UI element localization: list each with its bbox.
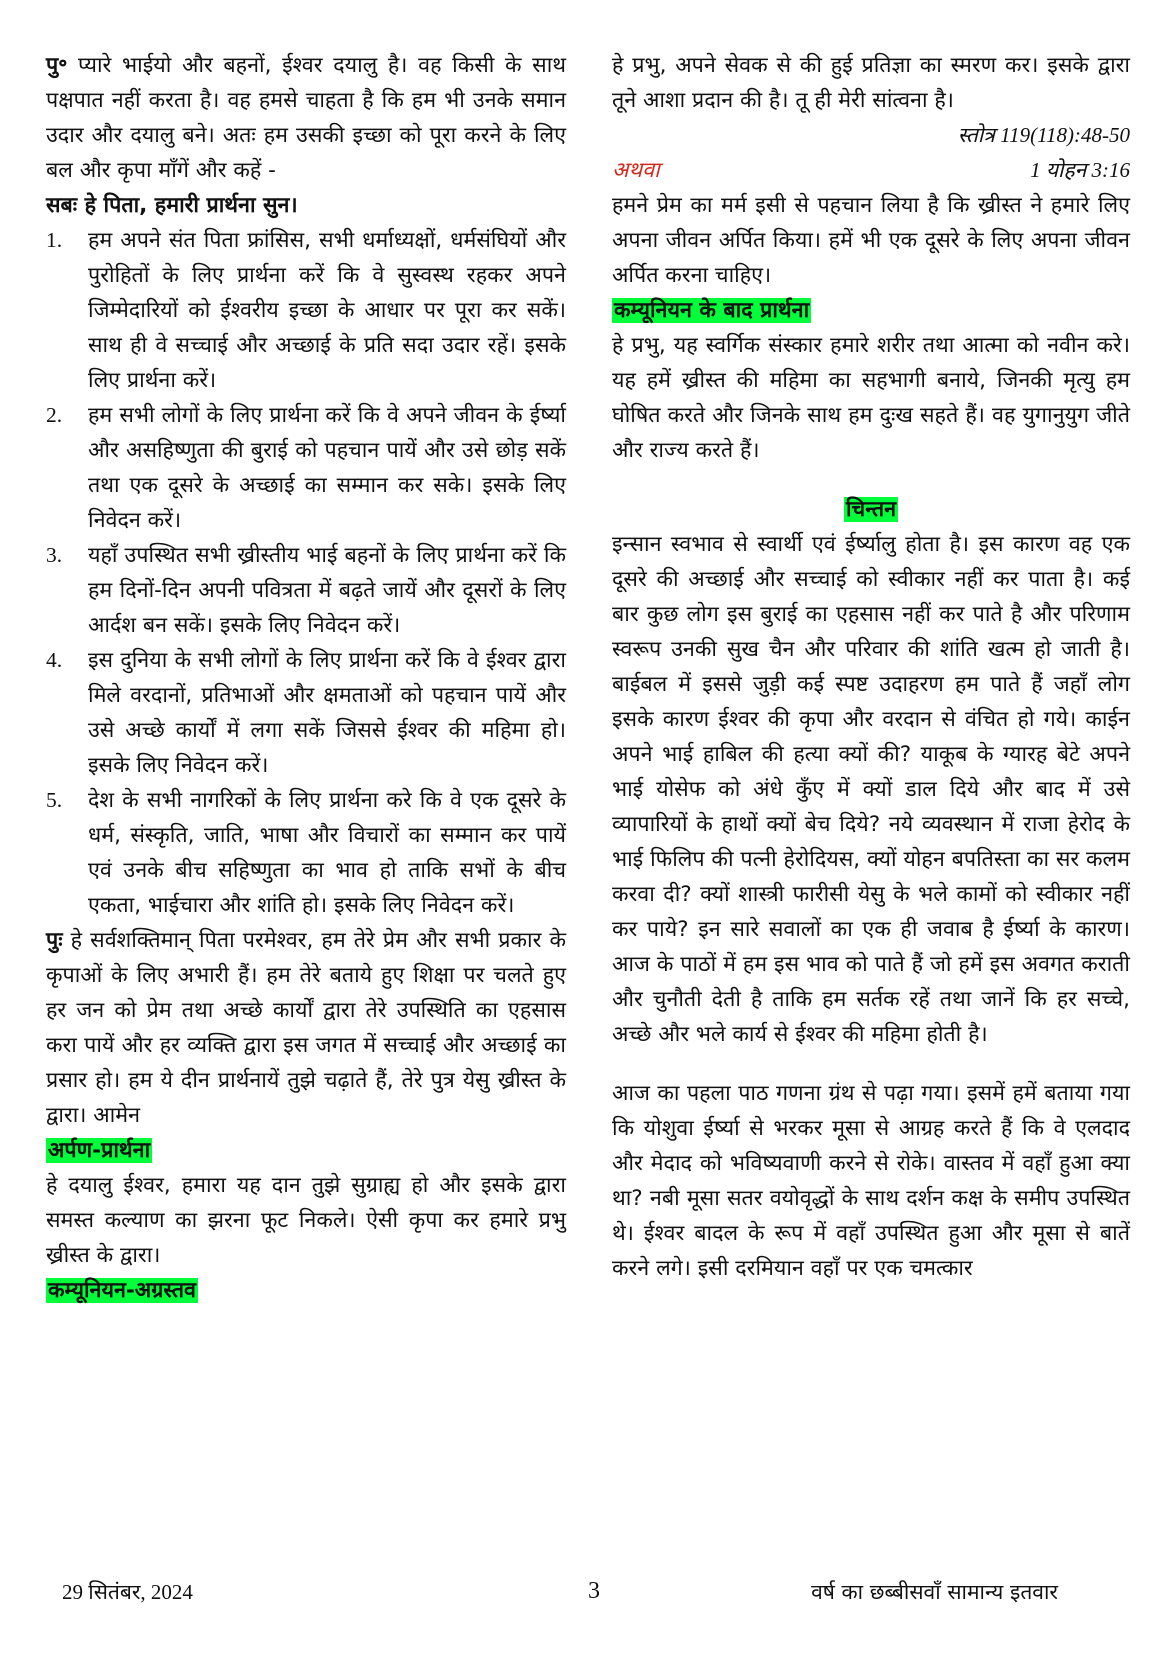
footer-sunday-title: वर्ष का छब्बीसवाँ सामान्य इतवार	[811, 1580, 1058, 1604]
intro-paragraph	[46, 48, 566, 188]
or-label: अथवा	[612, 158, 660, 183]
intro-text: प्यारे भाईयो और बहनों, ईश्वर दयालु है। वह किसी के साथ पक्षपात नहीं करता है। वह हमसे चाहता है कि हम भी उनके समान उदार और दयालु बने। अतः हम उसकी इच्छा को पूरा करने के लिए बल और कृपा माँगें और कहें -	[46, 53, 567, 183]
alternative-reference: 1 योहन 3:16	[1030, 158, 1130, 182]
prayer-list	[46, 223, 566, 923]
prayer-number: 3.	[46, 543, 63, 567]
antiphon-reference: स्तोत्र 119(118):48-50	[957, 123, 1130, 147]
antiphon-text	[612, 48, 1130, 118]
prayer-text: देश के सभी नागरिकों के लिए प्रार्थना करे कि वे एक दूसरे के धर्म, संस्कृति, जाति, भाषा और विचारों का सम्मान कर पायें एवं उनके बीच सहिष्णुता का भाव हो ताकि सभों के बीच एकता, भाईचारा और शांति हो। इसके लिए निवेदन करें।	[88, 788, 566, 918]
prayer-item	[46, 538, 566, 643]
prayer-text: यहाँ उपस्थित सभी ख्रीस्तीय भाई बहनों के लिए प्रार्थना करें कि हम दिनों-दिन अपनी पवित्रता में बढ़ते जायें और दूसरों के लिए आर्दश बन सकें। इसके लिए निवेदन करें।	[88, 543, 566, 638]
communion-antiphon-heading: कम्यूनियन-अग्रस्तव	[48, 1278, 196, 1303]
prayer-item	[46, 643, 566, 783]
reflection-paragraph-2: आज का पहला पाठ गणना ग्रंथ से पढ़ा गया। इसमें हमें बताया गया कि योशुवा ईर्ष्या से भरकर मूसा से आग्रह करते हैं कि वे एलदाद और मेदाद को भविष्यवाणी करने से रोके। वास्तव में वहाँ हुआ क्या था? नबी मूसा सतर वयोवृद्धों के साथ दर्शन कक्ष के समीप उपस्थित थे। ईश्वर बादल के रूप में वहाँ उपस्थित हुआ और मूसा से बातें करने लगे। इसी दरमियान वहाँ पर एक चमत्कार	[612, 1081, 1130, 1281]
antiphon-body: हे प्रभु, अपने सेवक से की हुई प्रतिज्ञा का स्मरण कर। इसके द्वारा तूने आशा प्रदान की है। तू ही मेरी सांत्वना है।	[612, 53, 1130, 113]
offering-heading: अर्पण-प्रार्थना	[48, 1138, 151, 1163]
reflection-heading: चिन्तन	[845, 497, 897, 522]
prayer-number: 1.	[46, 228, 63, 252]
priest-label: पु॰	[46, 53, 68, 78]
prayer-text: हम सभी लोगों के लिए प्रार्थना करें कि वे अपने जीवन के ईर्ष्या और असहिष्णुता की बुराई को पहचान पायें और उसे छोड़ सकें तथा एक दूसरे के अच्छाई का सम्मान कर सके। इसके लिए निवेदन करें।	[88, 403, 566, 533]
prayer-item	[46, 398, 566, 538]
priest-label: पुः	[46, 928, 63, 953]
prayer-text: हम अपने संत पिता फ्रांसिस, सभी धर्माध्यक्षों, धर्मसंघियों और पुरोहितों के लिए प्रार्थना करें कि वे सुस्वस्थ रहकर अपने जिम्मेदारियों को ईश्वरीय इच्छा के आधार पर पूरा कर सकें। साथ ही वे सच्चाई और अच्छाई के प्रति सदा उदार रहें। इसके लिए प्रार्थना करें।	[88, 228, 566, 393]
closing-prayer	[46, 923, 566, 1133]
page-number: 3	[588, 1578, 600, 1604]
alternative-row	[612, 153, 1130, 188]
offering-text: हे दयालु ईश्वर, हमारा यह दान तुझे सुग्राह्य हो और इसके द्वारा समस्त कल्याण का झरना फूट निकले। ऐसी कृपा कर हमारे प्रभु ख्रीस्त के द्वारा।	[46, 1173, 566, 1268]
spacer	[612, 1052, 1130, 1076]
communion-antiphon-heading-row	[46, 1273, 566, 1308]
response-line: सबः हे पिता, हमारी प्रार्थना सुन।	[46, 193, 298, 218]
prayer-number: 2.	[46, 403, 63, 427]
reflection-heading-row	[612, 492, 1130, 527]
right-column	[612, 48, 1130, 1286]
reflection-paragraph-1: इन्सान स्वभाव से स्वार्थी एवं ईर्ष्यालु होता है। इस कारण वह एक दूसरे की अच्छाई और सच्चाई को स्वीकार नहीं कर पाता है। कई बार कुछ लोग इस बुराई का एहसास नहीं कर पाते है और परिणाम स्वरूप उनकी सुख चैन और परिवार की शांति खत्म हो जाती है। बाईबल में इससे जुड़ी कई स्पष्ट उदाहरण हम पाते हैं जहाँ लोग इसके कारण ईश्वर की कृपा और वरदान से वंचित हो गये। काईन अपने भाई हाबिल की हत्या क्यों की? याकूब के ग्यारह बेटे अपने भाई योसेफ को अंधे कुँए में क्यों डाल दिये और बाद में उसे व्यापारियों के हाथों क्यों बेच दिये? नये व्यवस्थान में राजा हेरोद के भाई फिलिप की पत्नी हेरोदियस, क्यों योहन बपतिस्ता का सर कलम करवा दी? क्यों शास्त्री फारीसी येसु के भले कामों को स्वीकार नहीं कर पाये? इन सारे सवालों का एक ही जवाब है ईर्ष्या के कारण। आज के पाठों में हम इस भाव को पाते हैं जो हमें इस अवगत कराती और चुनौती देती है ताकि हम सर्तक रहें तथा जानें कि हर सच्चे, अच्छे और भले कार्य से ईश्वर की महिमा होती है।	[612, 532, 1130, 1047]
antiphon-ref-row	[612, 118, 1130, 153]
post-communion-text: हे प्रभु, यह स्वर्गिक संस्कार हमारे शरीर तथा आत्मा को नवीन करे। यह हमें ख्रीस्त की महिमा का सहभागी बनाये, जिनकी मृत्यु हम घोषित करते और जिनके साथ हम दुःख सहते हैं। वह युगानुयुग जीते और राज्य करते हैं।	[612, 333, 1130, 463]
page-footer	[0, 1578, 1170, 1618]
prayer-number: 4.	[46, 648, 63, 672]
alternative-text: हमने प्रेम का मर्म इसी से पहचान लिया है कि ख्रीस्त ने हमारे लिए अपना जीवन अर्पित किया। हमें भी एक दूसरे के लिए अपना जीवन अर्पित करना चाहिए।	[612, 193, 1130, 288]
left-column	[46, 48, 566, 1308]
post-communion-heading: कम्यूनियन के बाद प्रार्थना	[614, 298, 810, 323]
prayer-number: 5.	[46, 788, 63, 812]
closing-text: हे सर्वशक्तिमान् पिता परमेश्वर, हम तेरे प्रेम और सभी प्रकार के कृपाओं के लिए अभारी हैं। हम तेरे बताये हुए शिक्षा पर चलते हुए हर जन को प्रेम तथा अच्छे कार्यों द्वारा तेरे उपस्थिति का एहसास करा पायें और हर व्यक्ति द्वारा इस जगत में सच्चाई और अच्छाई का प्रसार हो। हम ये दीन प्रार्थनायें तुझे चढ़ाते हैं, तेरे पुत्र येसु ख्रीस्त के द्वारा। आमेन	[46, 928, 566, 1128]
offering-heading-row	[46, 1133, 566, 1168]
prayer-item	[46, 223, 566, 398]
footer-date: 29 सितंबर, 2024	[62, 1580, 193, 1604]
spacer	[612, 468, 1130, 492]
prayer-item	[46, 783, 566, 923]
prayer-text: इस दुनिया के सभी लोगों के लिए प्रार्थना करें कि वे ईश्वर द्वारा मिले वरदानों, प्रतिभाओं और क्षमताओं को पहचान पायें और उसे अच्छे कार्यों में लगा सकें जिससे ईश्वर की महिमा हो। इसके लिए निवेदन करें।	[88, 648, 566, 778]
post-communion-heading-row	[612, 293, 1130, 328]
